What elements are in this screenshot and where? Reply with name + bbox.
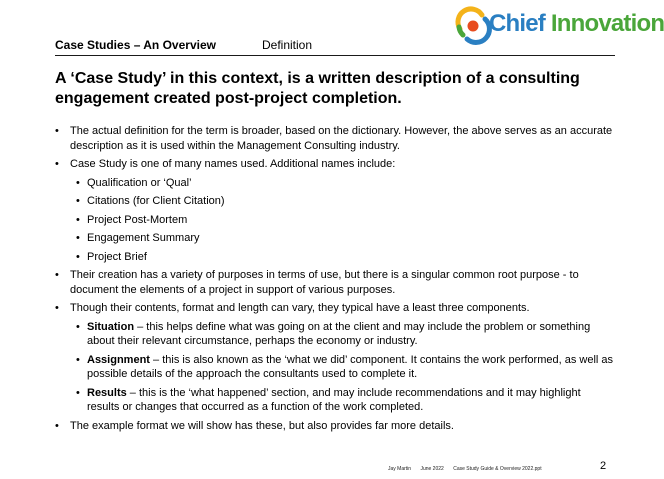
bullet-list <box>55 124 615 437</box>
sub-bullet-name: • Project Brief <box>55 250 615 265</box>
footer-author: Jay Martin <box>388 466 412 472</box>
bullet-names: • Case Study is one of many names used. Additional names include: <box>55 157 615 172</box>
sub-bullet-name: • Project Post-Mortem <box>55 213 615 228</box>
page-number: 2 <box>600 460 607 472</box>
bullet-purposes: • Their creation has a variety of purposes in terms of use, but there is a singular common root purpose - to document the elements of a project in support of various purposes. <box>55 268 615 297</box>
section-title: Case Studies – An Overview <box>55 38 216 52</box>
sub-bullet-results <box>55 386 615 415</box>
slide-footer <box>388 466 550 472</box>
logo-wordmark <box>489 10 664 38</box>
logo-wordmark-chief: Chief <box>489 10 551 37</box>
footer-file: Case Study Guide & Overview 2022.ppt <box>453 466 542 472</box>
component-term: Assignment <box>87 353 150 366</box>
chief-innovation-logo <box>455 6 664 44</box>
sub-bullet-name: • Qualification or ‘Qual’ <box>55 176 615 191</box>
footer-date: June 2022 <box>420 466 444 472</box>
sub-bullet-name: • Engagement Summary <box>55 231 615 246</box>
component-text: – this is also known as the ‘what we did’ component. It contains the work performed, as well as possible details of the approach the consultants used to complete it. <box>87 353 614 380</box>
component-text: – this helps define what was going on at the client and may include the problem or something about their relevant circumstance, perhaps the economy or industry. <box>87 320 591 347</box>
sub-bullet-name: • Citations (for Client Citation) <box>55 194 615 209</box>
topic-title: Definition <box>262 38 313 52</box>
bullet-definition: • The actual definition for the term is broader, based on the dictionary. However, the above serves as an accurate description as it is used within the Management Consulting industry. <box>55 124 615 153</box>
sub-bullet-assignment <box>55 353 615 382</box>
header-divider <box>55 55 615 56</box>
bullet-components: • Though their contents, format and length can vary, they typical have a least three components. <box>55 301 615 316</box>
sub-bullet-situation <box>55 320 615 349</box>
slide-headline: A ‘Case Study’ in this context, is a written description of a consulting engagement created post-project completion. <box>55 70 580 107</box>
bullet-example-format: • The example format we will show has these, but also provides far more details. <box>55 419 615 434</box>
component-term: Results <box>87 386 127 399</box>
component-text: – this is the ‘what happened’ section, and may include recommendations and it may highlight results or changes that occurred as a function of the work completed. <box>87 386 581 413</box>
component-term: Situation <box>87 320 135 333</box>
chief-innovation-logo-icon <box>455 7 491 43</box>
logo-wordmark-innovation: Innovation <box>550 10 664 37</box>
